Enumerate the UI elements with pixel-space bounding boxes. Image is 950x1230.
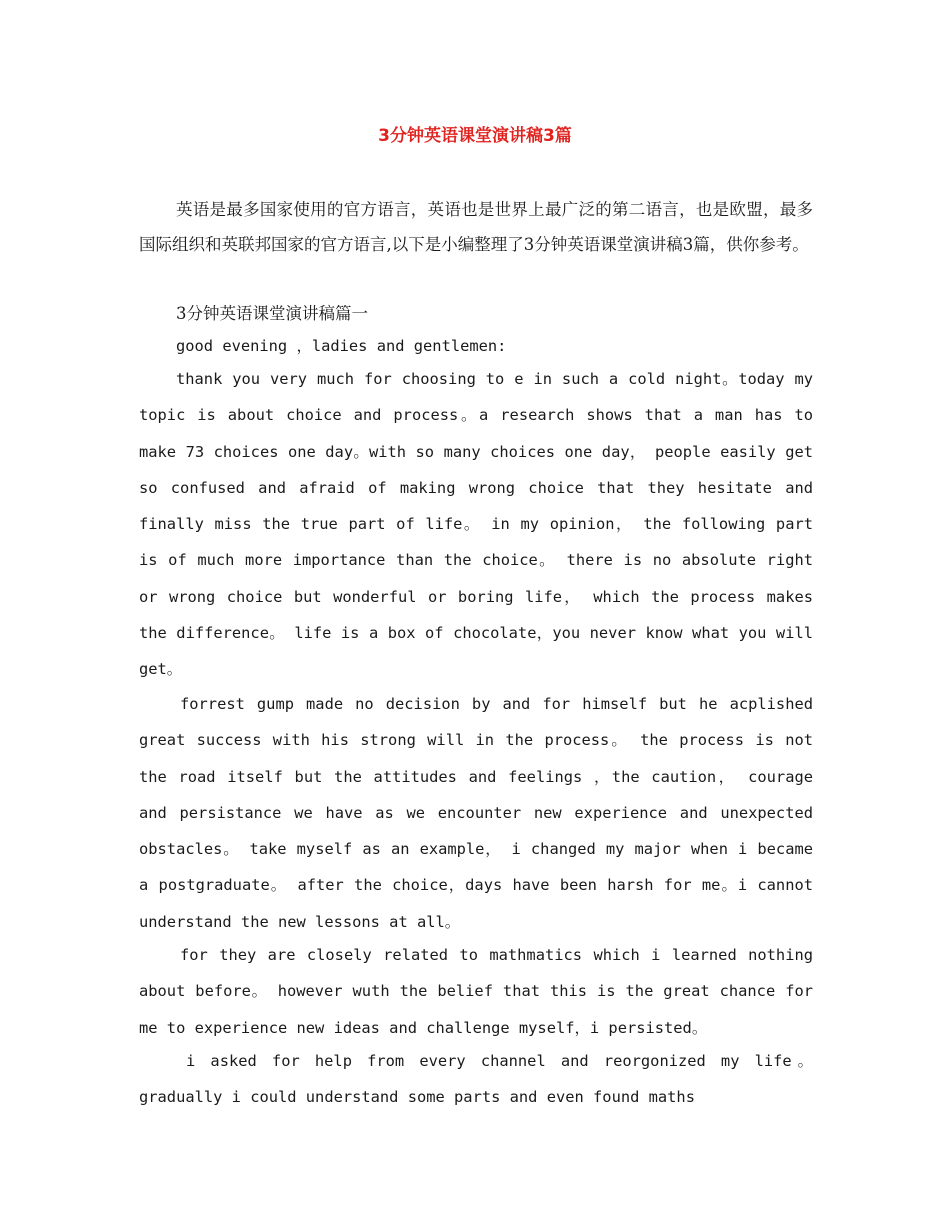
document-title: 3分钟英语课堂演讲稿3篇 bbox=[378, 126, 572, 146]
body-paragraph-3: for they are closely related to mathmatics which i learned nothing about before。 however wuth the belief that this is the great chance for me to experience new ideas and challenge myself，i persisted。 bbox=[139, 946, 813, 1037]
body-paragraph-4: i asked for help from every channel and reorgonized my life。 gradually i could understand some parts and even found maths bbox=[139, 1052, 813, 1107]
body-paragraph-2: forrest gump made no decision by and for himself but he acplished great success with his strong will in the process。 the process is not the road itself but the attitudes and feelings ，the caution， courage and persistance we have as we encounter new experience and unexpected obstacles。 take myself as an example， i changed my major when i became a postgraduate。 after the choice，days have been harsh for me。i cannot understand the new lessons at all。 bbox=[139, 695, 813, 931]
greeting-line: good evening ，ladies and gentlemen: bbox=[176, 337, 507, 355]
section-heading: 3分钟英语课堂演讲稿篇一 bbox=[176, 304, 368, 323]
body-paragraph-1: thank you very much for choosing to e in such a cold night。today my topic is about choice and process。a research shows that a man has to make 73 choices one day。with so many choices one day， people easily get so confused and afraid of making wrong choice that they hesitate and finally miss the true part of life。 in my opinion， the following part is of much more importance than the choice。 there is no absolute right or wrong choice but wonderful or boring life， which the process makes the difference。 life is a box of chocolate，you never know what you will get。 bbox=[139, 370, 813, 679]
intro-paragraph: 英语是最多国家使用的官方语言，英语也是世界上最广泛的第二语言，也是欧盟，最多国际组织和英联邦国家的官方语言,以下是小编整理了3分钟英语课堂演讲稿3篇，供你参考。 bbox=[139, 200, 813, 254]
